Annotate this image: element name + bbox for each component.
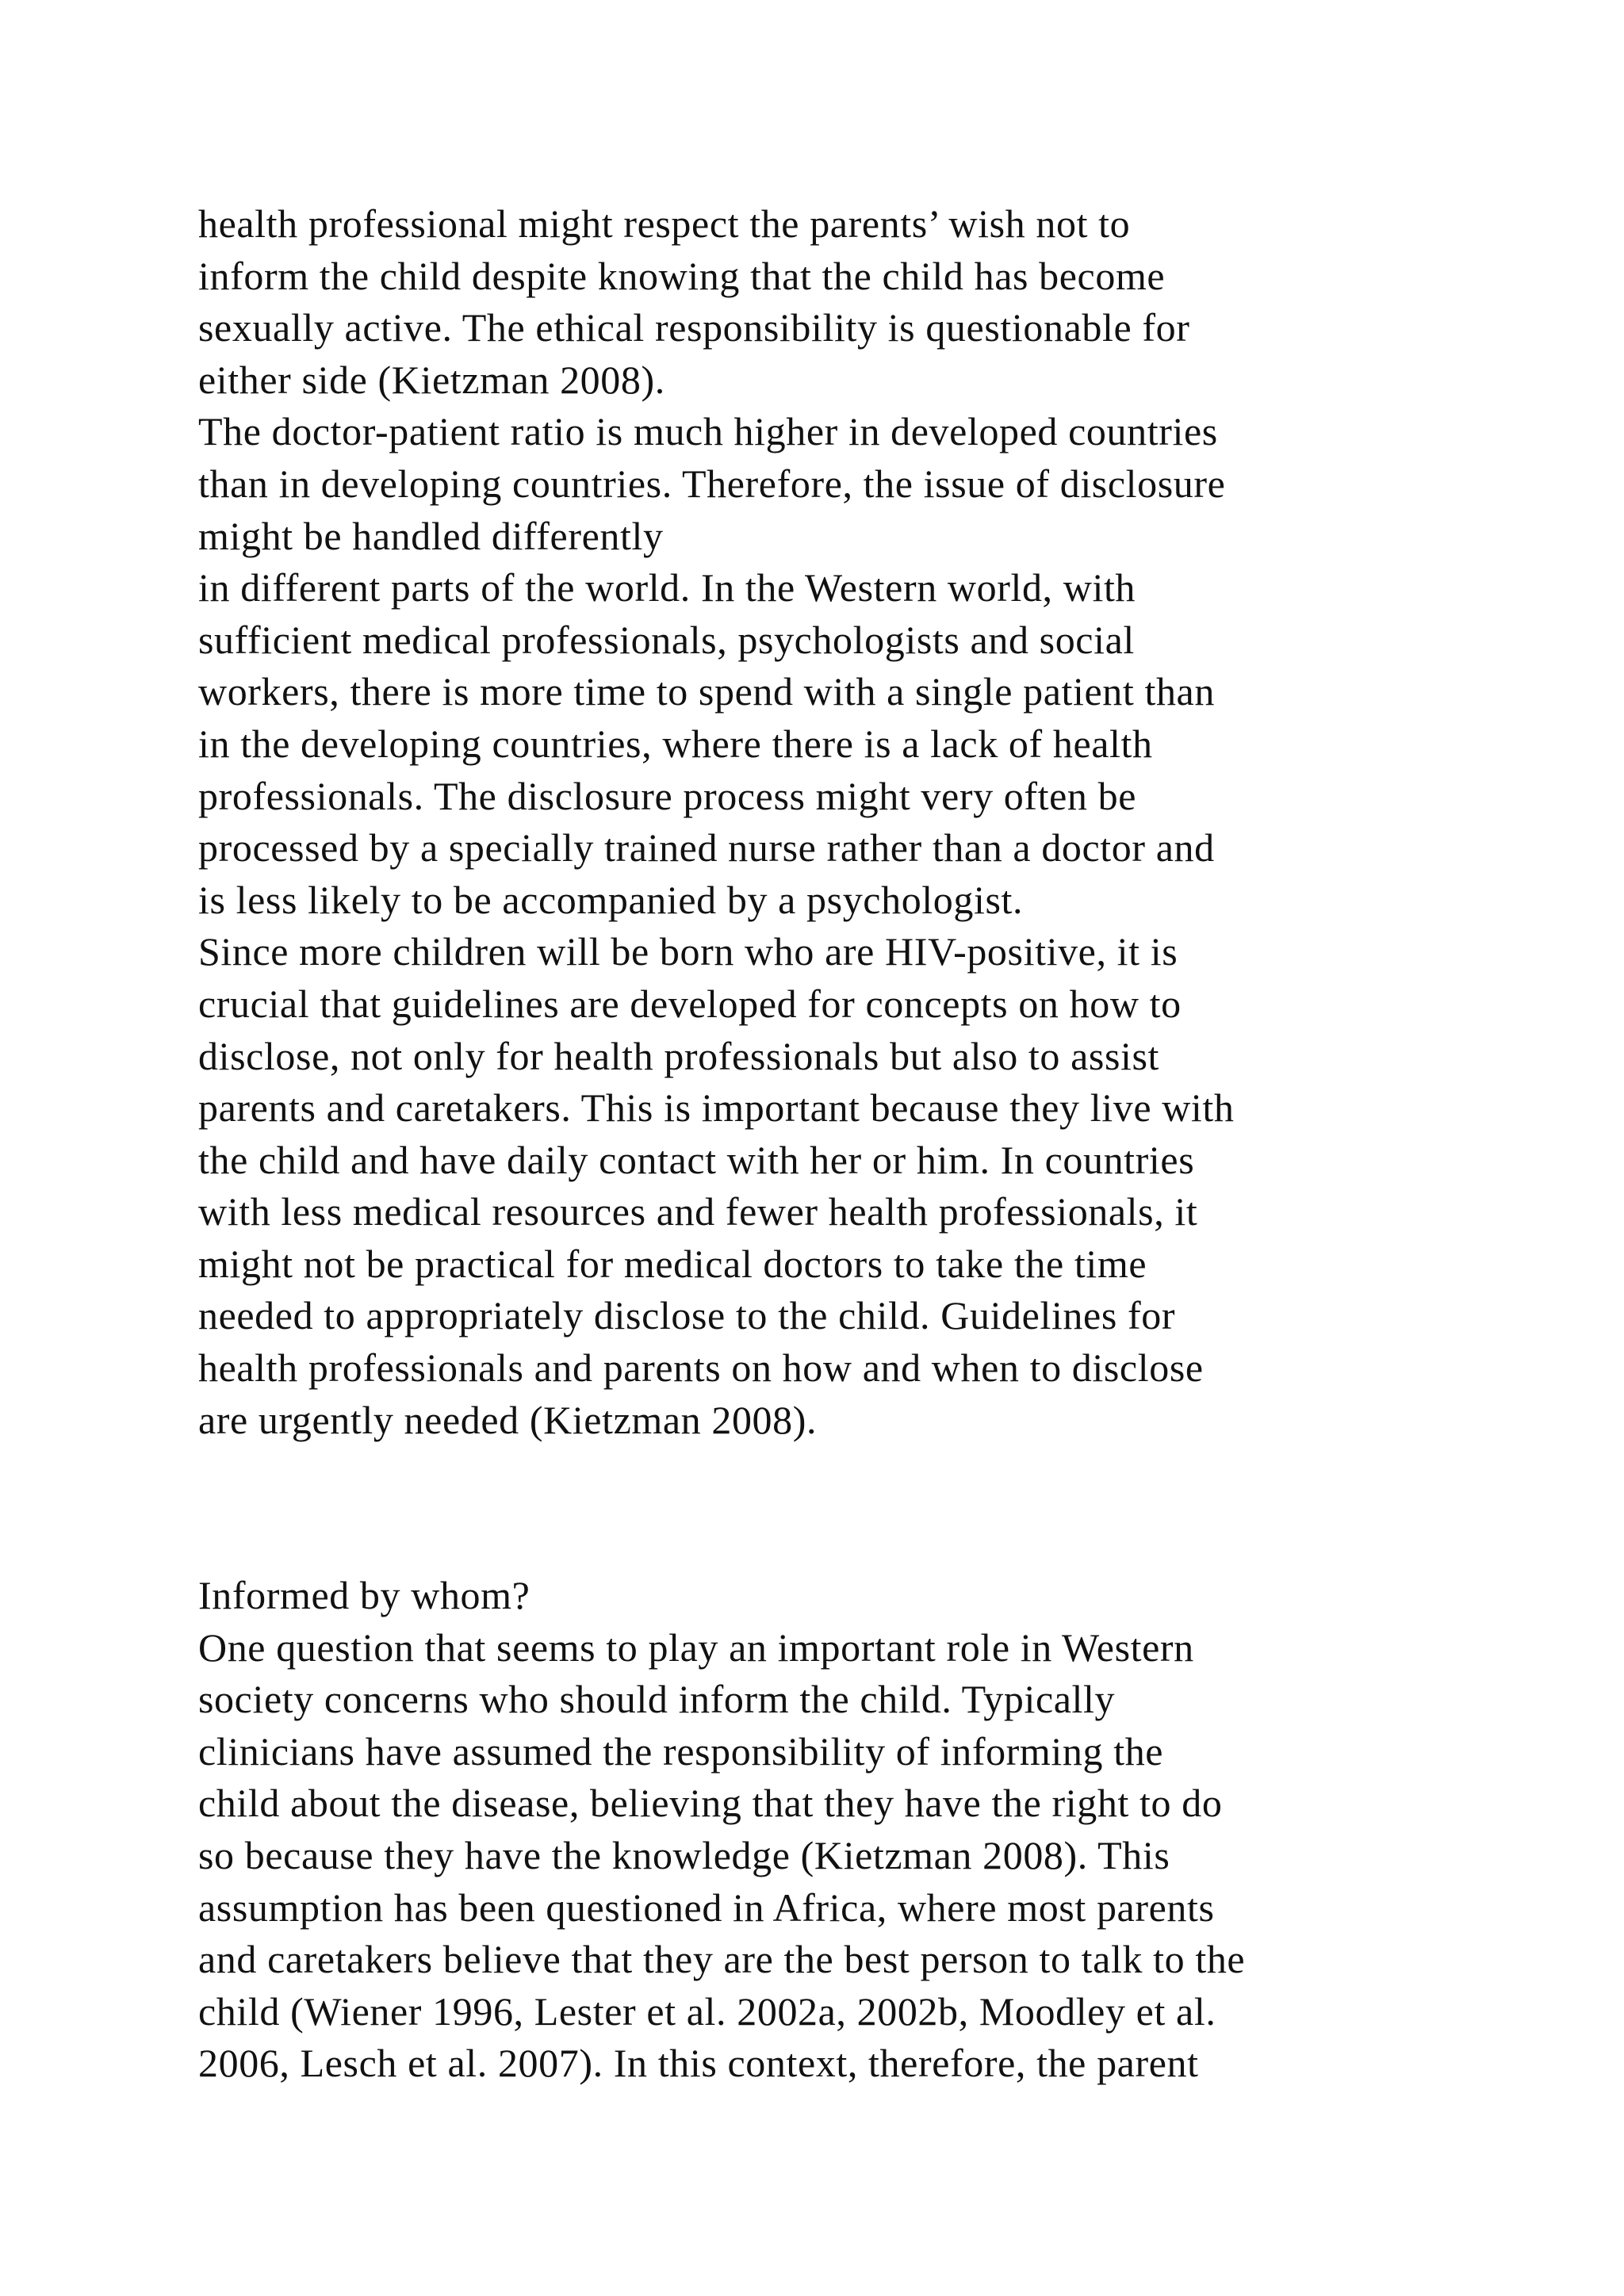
text-line: is less likely to be accompanied by a psychologist.	[198, 877, 1024, 922]
text-line: One question that seems to play an important role in Western	[198, 1624, 1194, 1670]
text-line: The doctor-patient ratio is much higher in developed countries	[198, 409, 1218, 454]
text-line: society concerns who should inform the child. Typically	[198, 1677, 1116, 1722]
text-line: might be handled differently	[198, 513, 664, 558]
text-line: Since more children will be born who are HIV-positive, it is	[198, 929, 1178, 974]
text-line: parents and caretakers. This is important because they live with	[198, 1085, 1235, 1131]
text-line: crucial that guidelines are developed for concepts on how to	[198, 981, 1182, 1026]
section-heading: Informed by whom?	[198, 1573, 530, 1617]
body-text-block	[198, 198, 1546, 1446]
text-line: sexually active. The ethical responsibility is questionable for	[198, 305, 1190, 350]
text-line: health professionals and parents on how and when to disclose	[198, 1345, 1204, 1391]
text-line: might not be practical for medical doctors to take the time	[198, 1241, 1147, 1286]
text-line: are urgently needed (Kietzman 2008).	[198, 1397, 818, 1442]
body-text-block	[198, 1570, 1546, 2090]
text-line: in the developing countries, where there is a lack of health	[198, 721, 1153, 766]
text-line: so because they have the knowledge (Kietzman 2008). This	[198, 1832, 1170, 1877]
text-line: with less medical resources and fewer health professionals, it	[198, 1189, 1198, 1234]
text-line: processed by a specially trained nurse rather than a doctor and	[198, 825, 1215, 871]
text-line: child about the disease, believing that they have the right to do	[198, 1781, 1223, 1826]
text-line: disclose, not only for health professionals but also to assist	[198, 1033, 1160, 1078]
text-line: and caretakers believe that they are the best person to talk to the	[198, 1937, 1246, 1982]
text-line: than in developing countries. Therefore, the issue of disclosure	[198, 461, 1226, 506]
text-line: needed to appropriately disclose to the child. Guidelines for	[198, 1293, 1176, 1338]
text-line: either side (Kietzman 2008).	[198, 357, 665, 402]
text-line: 2006, Lesch et al. 2007). In this context, therefore, the parent	[198, 2041, 1199, 2086]
text-line: child (Wiener 1996, Lester et al. 2002a, 2002b, Moodley et al.	[198, 1988, 1216, 2034]
text-line: clinicians have assumed the responsibility of informing the	[198, 1728, 1164, 1774]
text-line: workers, there is more time to spend with a single patient than	[198, 669, 1215, 714]
text-line: assumption has been questioned in Africa, where most parents	[198, 1885, 1215, 1930]
text-line: sufficient medical professionals, psychologists and social	[198, 617, 1135, 662]
text-line: health professional might respect the parents’ wish not to	[198, 201, 1131, 246]
text-line: the child and have daily contact with her or him. In countries	[198, 1137, 1195, 1182]
text-line: professionals. The disclosure process might very often be	[198, 773, 1137, 818]
text-line: inform the child despite knowing that the child has become	[198, 253, 1166, 298]
text-line: in different parts of the world. In the Western world, with	[198, 565, 1136, 610]
